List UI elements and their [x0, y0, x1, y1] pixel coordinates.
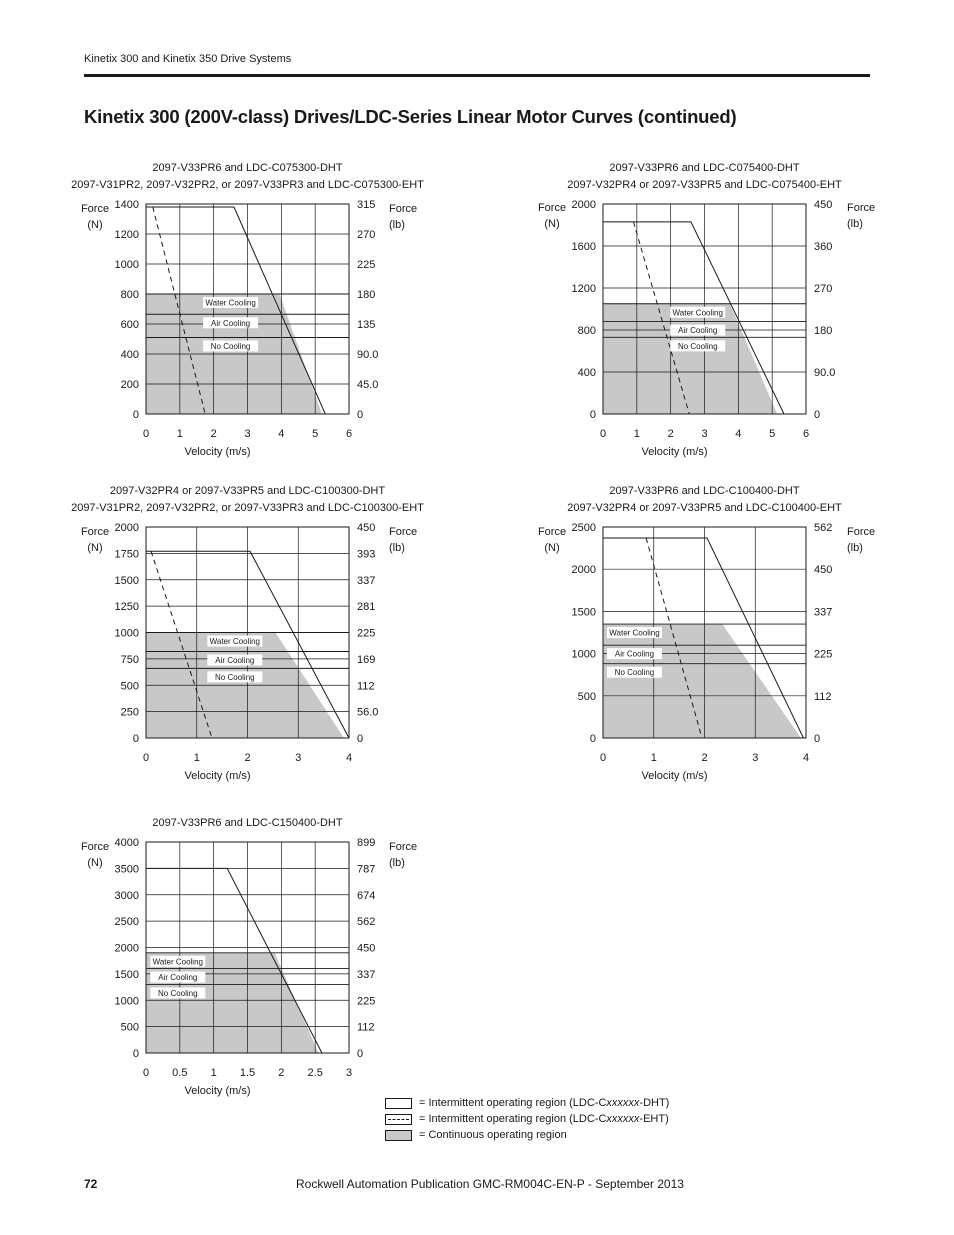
y-tick-label: 200	[120, 379, 139, 391]
y-tick-label: 3500	[114, 863, 139, 876]
cooling-label: No Cooling	[210, 342, 251, 351]
y2-axis-label: (lb)	[847, 218, 863, 230]
x-axis-label: Velocity (m/s)	[184, 446, 251, 458]
x-tick-label: 3	[244, 428, 251, 440]
y-tick-label: 1500	[114, 574, 139, 587]
x-tick-label: 4	[278, 428, 285, 440]
y-axis-label: Force	[537, 202, 567, 214]
x-tick-label: 1	[193, 752, 200, 764]
x-tick-label: 6	[802, 428, 810, 440]
x-axis-label: Velocity (m/s)	[641, 446, 708, 458]
cooling-label: Water Cooling	[609, 628, 660, 638]
x-tick-label: 4	[735, 428, 742, 440]
y2-tick-label: 450	[357, 942, 376, 955]
y-tick-label: 750	[120, 653, 139, 666]
x-tick-label: 1	[210, 1067, 217, 1079]
y-axis-label: (N)	[544, 218, 560, 230]
chart-title: 2097-V32PR4 or 2097-V33PR5 and LDC-C100400-EHT	[567, 502, 842, 514]
y-tick-label: 0	[132, 1048, 139, 1060]
y-tick-label: 400	[577, 367, 596, 379]
y-tick-label: 1000	[114, 627, 139, 640]
x-axis-label: Velocity (m/s)	[184, 1085, 251, 1097]
y-axis-label: (N)	[87, 542, 103, 554]
legend-item-continuous	[385, 1129, 685, 1143]
y2-tick-label: 225	[357, 259, 376, 271]
cooling-label: Water Cooling	[205, 298, 256, 308]
y-tick-label: 2000	[571, 199, 596, 211]
y-tick-label: 0	[132, 733, 139, 745]
running-header: Kinetix 300 and Kinetix 350 Drive Systems	[84, 53, 292, 65]
y-tick-label: 600	[120, 319, 139, 331]
x-tick-label: 5	[312, 428, 319, 440]
y2-axis-label: Force	[847, 202, 876, 214]
cooling-label: Air Cooling	[215, 655, 255, 665]
y-tick-label: 1500	[114, 968, 139, 981]
x-tick-label: 1	[650, 752, 657, 764]
y2-tick-label: 112	[814, 690, 832, 703]
y2-tick-label: 281	[357, 601, 376, 614]
y-axis-label: Force	[80, 841, 110, 853]
legend-swatch-dashed	[385, 1114, 412, 1125]
x-tick-label: 2	[244, 752, 251, 764]
legend-text: = Continuous operating region	[419, 1129, 567, 1141]
y2-tick-label: 0	[814, 409, 821, 421]
y2-tick-label: 393	[357, 548, 376, 561]
y2-axis-label: Force	[389, 203, 418, 215]
legend-swatch-fill	[385, 1130, 412, 1141]
x-axis-label: Velocity (m/s)	[184, 770, 251, 782]
y-tick-label: 1500	[571, 606, 596, 619]
x-tick-label: 4	[802, 752, 810, 764]
y-tick-label: 0	[589, 733, 596, 745]
x-tick-label: 3	[752, 752, 759, 764]
x-tick-label: 3	[295, 752, 302, 764]
y-tick-label: 1000	[571, 648, 596, 661]
y-axis-label: Force	[80, 203, 110, 215]
y-tick-label: 3000	[114, 889, 139, 902]
cooling-label: No Cooling	[614, 668, 655, 678]
y-tick-label: 1200	[114, 229, 139, 241]
legend-item-intermittent-dht	[385, 1097, 685, 1111]
y2-tick-label: 56.0	[357, 706, 379, 719]
y2-tick-label: 0	[814, 733, 821, 745]
x-tick-label: 1	[176, 428, 183, 440]
legend-text-suffix: -DHT)	[639, 1097, 670, 1109]
x-tick-label: 6	[345, 428, 353, 440]
y2-tick-label: 360	[814, 241, 833, 253]
x-tick-label: 1	[633, 428, 640, 440]
cooling-label: Air Cooling	[158, 973, 198, 983]
y-tick-label: 800	[120, 289, 139, 301]
y2-tick-label: 112	[357, 1021, 375, 1034]
y-tick-label: 250	[120, 706, 139, 719]
chart-title: 2097-V32PR4 or 2097-V33PR5 and LDC-C100300-DHT	[109, 485, 386, 497]
y2-tick-label: 90.0	[357, 349, 379, 361]
y2-tick-label: 899	[357, 837, 376, 849]
x-tick-label: 5	[769, 428, 776, 440]
y2-tick-label: 562	[814, 522, 833, 534]
y-tick-label: 1250	[114, 601, 139, 614]
y2-tick-label: 787	[357, 863, 376, 876]
y2-axis-label: Force	[389, 841, 418, 853]
y2-tick-label: 450	[357, 522, 376, 534]
y2-tick-label: 225	[357, 627, 376, 640]
cooling-label: No Cooling	[677, 341, 718, 351]
continuous-region	[603, 304, 777, 414]
x-tick-label: 0	[142, 428, 150, 440]
x-tick-label: 3	[701, 428, 708, 440]
y-tick-label: 500	[577, 690, 596, 703]
y2-axis-label: Force	[847, 526, 876, 538]
y-tick-label: 2000	[571, 564, 596, 577]
legend-text-suffix: -EHT)	[639, 1113, 669, 1125]
y2-axis-label: (lb)	[389, 219, 405, 231]
y2-axis-label: (lb)	[847, 542, 863, 554]
y-axis-label: (N)	[87, 219, 103, 231]
chart-title: 2097-V33PR6 and LDC-C150400-DHT	[152, 817, 343, 829]
y2-tick-label: 450	[814, 564, 833, 577]
x-tick-label: 0.5	[172, 1067, 188, 1079]
cooling-label: Water Cooling	[209, 637, 261, 646]
publication-footer: Rockwell Automation Publication GMC-RM004C-EN-P - September 2013	[296, 1177, 684, 1191]
y2-tick-label: 337	[357, 968, 376, 981]
cooling-label: Air Cooling	[614, 649, 655, 659]
cooling-label: Air Cooling	[211, 318, 251, 328]
y-tick-label: 2500	[571, 522, 596, 534]
x-tick-label: 1.5	[239, 1067, 256, 1079]
y-tick-label: 800	[577, 325, 596, 337]
y-tick-label: 400	[120, 349, 139, 361]
chart-title: 2097-V31PR2, 2097-V32PR2, or 2097-V33PR3 and LDC-C100300-EHT	[71, 502, 424, 514]
cooling-label: Water Cooling	[672, 308, 723, 318]
y-tick-label: 1400	[114, 199, 139, 211]
chart-title: 2097-V32PR4 or 2097-V33PR5 and LDC-C075400-EHT	[567, 179, 842, 191]
y2-tick-label: 135	[357, 319, 376, 331]
y2-tick-label: 225	[357, 995, 376, 1008]
y2-tick-label: 337	[814, 606, 833, 619]
y-tick-label: 0	[132, 409, 139, 421]
cooling-label: No Cooling	[215, 672, 255, 682]
x-tick-label: 2	[278, 1067, 285, 1079]
cooling-label: Air Cooling	[678, 326, 718, 336]
x-tick-label: 4	[345, 752, 353, 764]
chart-title: 2097-V33PR6 and LDC-C100400-DHT	[609, 485, 800, 497]
legend-text-italic: xxxxxx	[606, 1097, 640, 1109]
y2-axis-label: Force	[389, 526, 418, 538]
x-tick-label: 3	[345, 1067, 353, 1079]
chart-title: 2097-V33PR6 and LDC-C075300-DHT	[152, 162, 343, 174]
y2-tick-label: 0	[357, 733, 364, 745]
y2-tick-label: 45.0	[357, 379, 379, 391]
x-tick-label: 0	[599, 752, 607, 764]
page-number: 72	[84, 1177, 98, 1191]
y2-tick-label: 169	[357, 653, 376, 666]
y2-tick-label: 180	[814, 325, 833, 337]
y-tick-label: 2000	[114, 522, 139, 534]
x-tick-label: 0	[142, 1067, 150, 1079]
x-tick-label: 2	[701, 752, 708, 764]
page-title: Kinetix 300 (200V-class) Drives/LDC-Series Linear Motor Curves (continued)	[84, 106, 737, 127]
y-tick-label: 4000	[114, 837, 139, 849]
legend-swatch-solid	[385, 1098, 412, 1109]
legend-text-italic: xxxxxx	[606, 1113, 640, 1125]
x-axis-label: Velocity (m/s)	[641, 770, 708, 782]
y2-tick-label: 180	[357, 289, 376, 301]
y2-tick-label: 315	[357, 199, 376, 211]
chart-title: 2097-V31PR2, 2097-V32PR2, or 2097-V33PR3 and LDC-C075300-EHT	[71, 179, 424, 191]
y2-tick-label: 337	[357, 574, 376, 587]
y2-tick-label: 270	[357, 229, 376, 241]
cooling-label: No Cooling	[158, 988, 198, 998]
y2-tick-label: 270	[814, 283, 833, 295]
legend-text: = Intermittent operating region (LDC-C	[419, 1097, 607, 1109]
y-tick-label: 2500	[114, 916, 139, 929]
y2-axis-label: (lb)	[389, 857, 405, 869]
y-tick-label: 500	[120, 680, 139, 693]
legend-item-intermittent-eht	[385, 1113, 685, 1127]
y2-tick-label: 562	[357, 916, 376, 929]
y-axis-label: Force	[537, 526, 567, 538]
y2-tick-label: 0	[357, 409, 364, 421]
x-tick-label: 2.5	[307, 1067, 323, 1079]
y-tick-label: 1750	[114, 548, 139, 561]
y-tick-label: 500	[120, 1021, 139, 1034]
y2-tick-label: 90.0	[814, 367, 836, 379]
y2-tick-label: 225	[814, 648, 833, 661]
chart-title: 2097-V33PR6 and LDC-C075400-DHT	[609, 162, 800, 174]
y2-tick-label: 674	[357, 889, 376, 902]
y2-tick-label: 0	[357, 1048, 364, 1060]
y-tick-label: 2000	[114, 942, 139, 955]
x-tick-label: 0	[142, 752, 150, 764]
y-axis-label: Force	[80, 526, 110, 538]
continuous-region	[603, 624, 801, 738]
y-axis-label: (N)	[87, 857, 103, 869]
continuous-region	[146, 953, 319, 1053]
cooling-label: Water Cooling	[152, 957, 203, 967]
y-axis-label: (N)	[544, 542, 560, 554]
y-tick-label: 1000	[114, 995, 139, 1008]
x-tick-label: 2	[210, 428, 217, 440]
y-tick-label: 1200	[571, 283, 596, 295]
y2-axis-label: (lb)	[389, 542, 405, 554]
y-tick-label: 1600	[571, 241, 596, 253]
x-tick-label: 2	[667, 428, 674, 440]
y2-tick-label: 450	[814, 199, 833, 211]
y-tick-label: 0	[589, 409, 596, 421]
y2-tick-label: 112	[357, 680, 375, 693]
x-tick-label: 0	[599, 428, 607, 440]
y-tick-label: 1000	[114, 259, 139, 271]
legend-text: = Intermittent operating region (LDC-C	[419, 1113, 607, 1125]
